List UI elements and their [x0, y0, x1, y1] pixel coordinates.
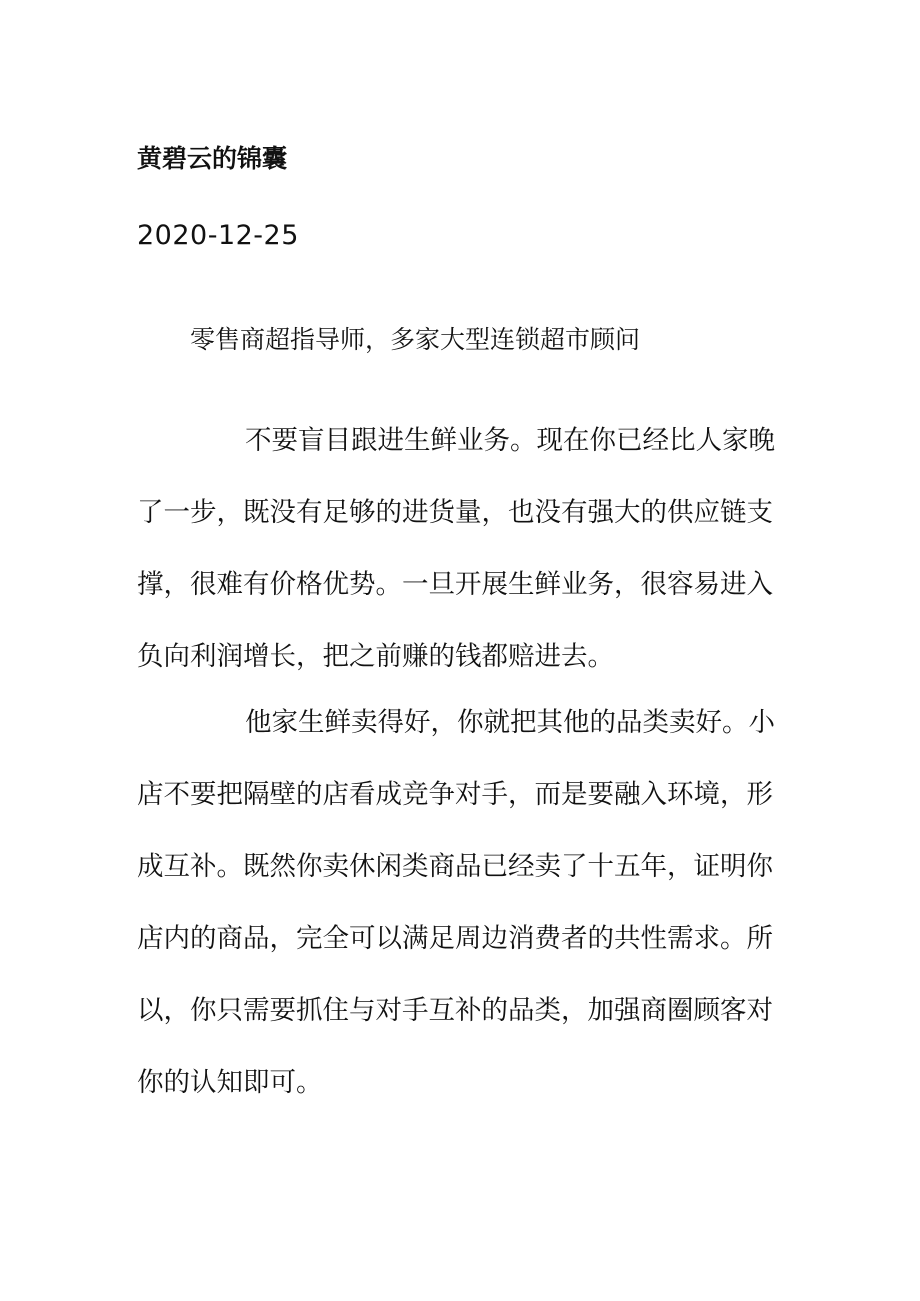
paragraph-line: 他家生鲜卖得好，你就把其他的品类卖好。小 — [245, 707, 775, 738]
paragraph-1 — [137, 405, 787, 693]
paragraph-line: 撑，很难有价格优势。一旦开展生鲜业务，很容易进入 — [137, 569, 773, 600]
paragraph-line: 店不要把隔壁的店看成竞争对手，而是要融入环境，形 — [137, 779, 773, 810]
paragraph-line: 了一步，既没有足够的进货量，也没有强大的供应链支 — [137, 497, 773, 528]
paragraph-line: 以，你只需要抓住与对手互补的品类，加强商圈顾客对 — [137, 995, 773, 1026]
document-title: 黄碧云的锦囊 — [137, 144, 288, 173]
paragraph-line: 成互补。既然你卖休闲类商品已经卖了十五年，证明你 — [137, 851, 773, 882]
paragraph-line: 你的认知即可。 — [137, 1067, 323, 1098]
paragraph-line: 负向利润增长，把之前赚的钱都赔进去。 — [137, 641, 614, 672]
paragraph-2 — [137, 687, 787, 1119]
paragraph-line: 店内的商品，完全可以满足周边消费者的共性需求。所 — [137, 923, 773, 954]
paragraph-line: 不要盲目跟进生鲜业务。现在你已经比人家晚 — [245, 425, 775, 456]
document-date: 2020-12-25 — [137, 220, 299, 251]
author-description: 零售商超指导师，多家大型连锁超市顾问 — [190, 325, 641, 354]
